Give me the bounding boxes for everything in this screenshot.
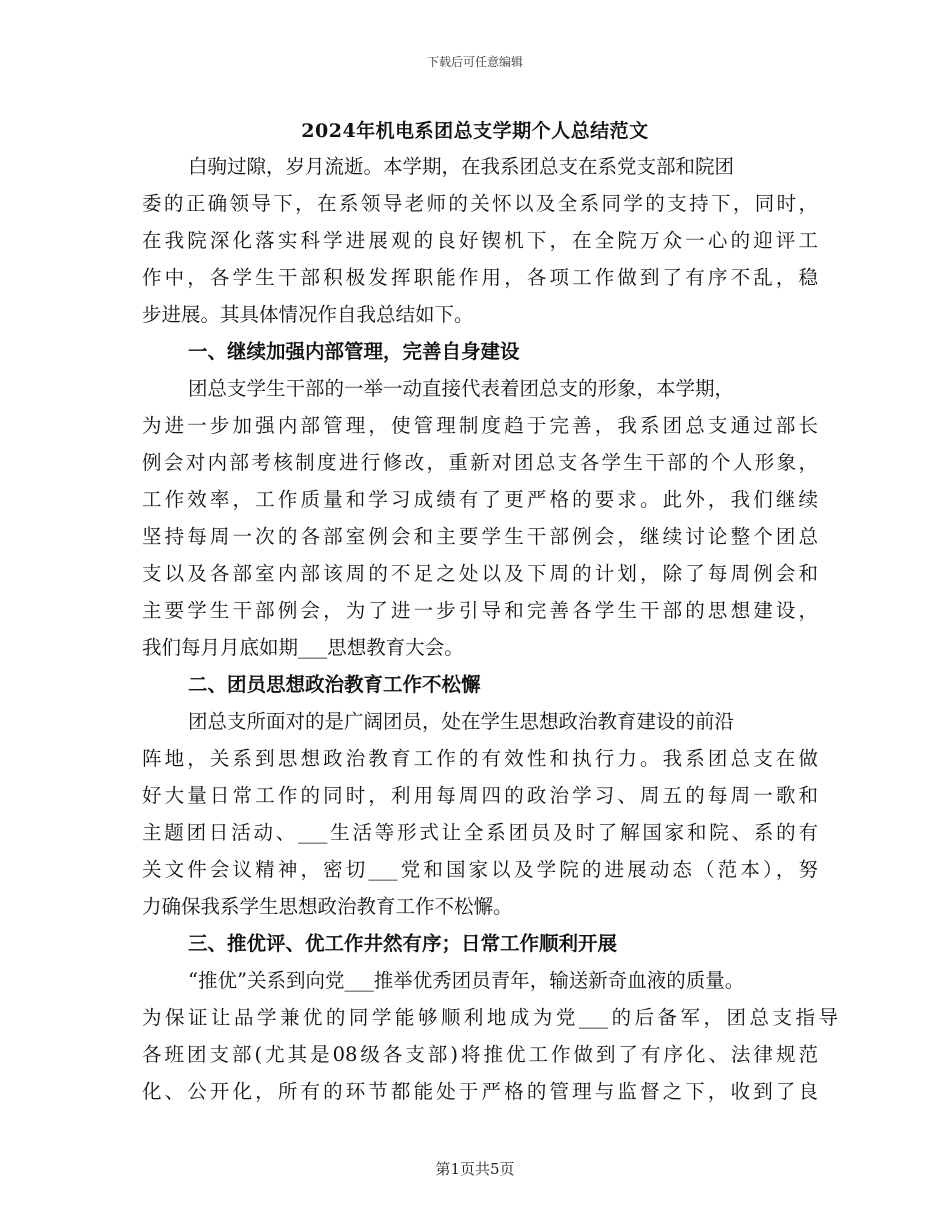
body-line: 主题团日活动、___生活等形式让全系团员及时了解国家和院、系的有 [142,821,818,844]
body-line: 好大量日常工作的同时，利用每周四的政治学习、周五的每周一歌和 [142,784,818,807]
section-heading: 一、继续加强内部管理，完善自身建设 [188,340,520,363]
section-heading: 三、推优评、优工作井然有序；日常工作顺利开展 [188,932,618,955]
body-line: 为保证让品学兼优的同学能够顺利地成为党___的后备军，团总支指导 [142,1006,838,1029]
body-line: 步进展。其具体情况作自我总结如下。 [142,303,474,326]
body-line: 工作效率，工作质量和学习成绩有了更严格的要求。此外，我们继续 [142,488,818,511]
page-number: 第1页共5页 [435,1160,515,1178]
body-line: 力确保我系学生思想政治教育工作不松懈。 [142,895,513,918]
body-line: 各班团支部(尤其是08级各支部)将推优工作做到了有序化、法律规范 [142,1043,818,1066]
document-body [142,148,838,1110]
body-line: “推优”关系到向党___推举优秀团员青年，输送新奇血液的质量。 [188,969,745,992]
section-heading: 二、团员思想政治教育工作不松懈 [188,673,481,696]
document-title: 2024年机电系团总支学期个人总结范文 [301,120,649,142]
body-line: 白驹过隙，岁月流逝。本学期，在我系团总支在系党支部和院团 [188,155,735,178]
body-line: 化、公开化，所有的环节都能处于严格的管理与监督之下，收到了良 [142,1080,818,1103]
body-line: 例会对内部考核制度进行修改，重新对团总支各学生干部的个人形象， [142,451,818,474]
body-line: 为进一步加强内部管理，使管理制度趋于完善，我系团总支通过部长 [142,414,818,437]
body-line: 作中，各学生干部积极发挥职能作用，各项工作做到了有序不乱，稳 [142,266,818,289]
body-line: 主要学生干部例会，为了进一步引导和完善各学生干部的思想建设， [142,599,818,622]
header-note: 下载后可任意编辑 [426,55,523,69]
body-line: 支以及各部室内部该周的不足之处以及下周的计划，除了每周例会和 [142,562,818,585]
body-line: 团总支所面对的是广阔团员，处在学生思想政治教育建设的前沿 [188,710,735,733]
body-line: 坚持每周一次的各部室例会和主要学生干部例会，继续讨论整个团总 [142,525,818,548]
body-line: 关文件会议精神，密切___党和国家以及学院的进展动态（范本），努 [142,858,818,881]
body-line: 团总支学生干部的一举一动直接代表着团总支的形象，本学期， [188,377,735,400]
body-line: 在我院深化落实科学进展观的良好锲机下，在全院万众一心的迎评工 [142,229,818,252]
body-line: 委的正确领导下，在系领导老师的关怀以及全系同学的支持下，同时， [142,192,818,215]
body-line: 阵地，关系到思想政治教育工作的有效性和执行力。我系团总支在做 [142,747,818,770]
body-line: 我们每月月底如期___思想教育大会。 [142,636,464,659]
